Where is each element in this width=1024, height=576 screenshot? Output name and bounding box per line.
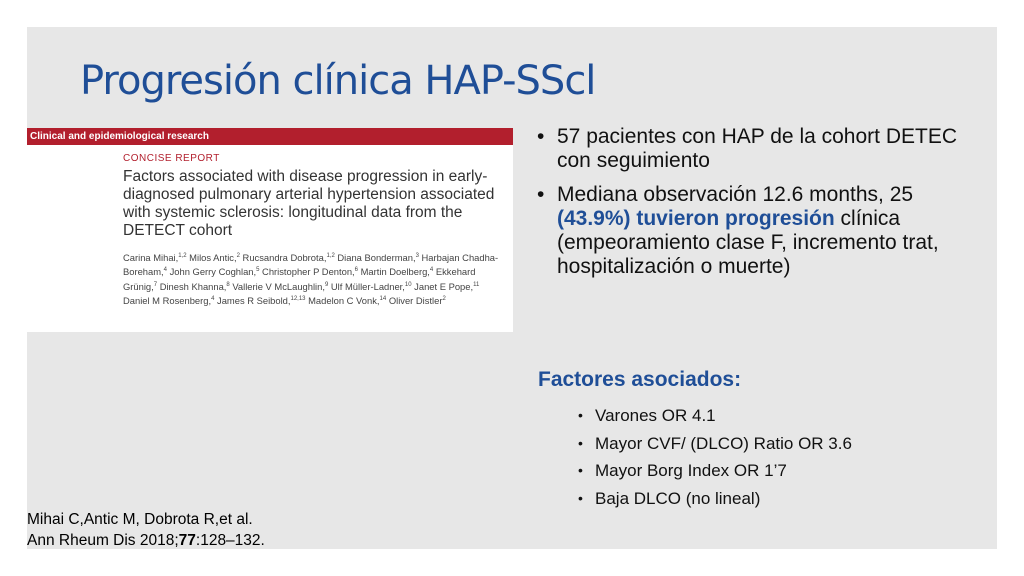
citation-journal: [27, 530, 265, 551]
bullet-observation-rest: clínica (empeoramiento clase F, incremento trat, hospitalización o muerte): [557, 207, 939, 278]
author-affiliation: 1,2: [326, 253, 335, 259]
author: Oliver Distler: [386, 295, 443, 307]
author: Janet E Pope,: [411, 280, 474, 292]
bullet-patients: • 57 pacientes con HAP de la cohort DETEC con seguimiento: [537, 125, 977, 173]
main-bullets: [537, 125, 977, 289]
author-affiliation: 12,13: [290, 295, 306, 302]
citation-volume: 77: [178, 532, 196, 549]
author: James R Seibold,: [214, 295, 291, 307]
factor-item: • Mayor CVF/ (DLCO) Ratio OR 3.6: [578, 430, 852, 458]
author-affiliation: 10: [404, 281, 412, 288]
paper-section-label: CONCISE REPORT: [123, 153, 220, 164]
author: Dinesh Khanna,: [157, 280, 227, 292]
bullet-observation-text: Mediana observación 12.6 months, 25: [557, 183, 914, 206]
author-affiliation: 14: [379, 295, 387, 302]
author-affiliation: 11: [473, 281, 480, 288]
author-affiliation: 4: [429, 267, 434, 274]
author: Milos Antic,: [186, 252, 237, 264]
author: Rucsandra Dobrota,: [239, 252, 327, 264]
author-affiliation: 3: [415, 253, 419, 259]
citation-pages: :128–132.: [195, 532, 265, 549]
author: Diana Bonderman,: [334, 252, 416, 264]
author: Christopher P Denton,: [259, 266, 355, 278]
author-affiliation: 9: [324, 281, 329, 288]
citation-authors: Mihai C,Antic M, Dobrota R,et al.: [27, 511, 253, 528]
author: Martin Doelberg,: [358, 266, 430, 278]
slide-title: Progresión clínica HAP-SScl: [80, 58, 596, 104]
author: Madelon C Vonk,: [305, 295, 380, 307]
author-affiliation: 6: [354, 267, 358, 274]
author: Vallerie V McLaughlin,: [229, 280, 325, 292]
paper-authors: [123, 250, 503, 307]
citation-journal-name: Ann Rheum Dis 2018;: [27, 532, 179, 549]
factor-item: • Varones OR 4.1: [578, 402, 852, 430]
factors-heading: Factores asociados:: [538, 368, 742, 391]
paper-excerpt-image: [27, 128, 513, 332]
progression-highlight: (43.9%) tuvieron progresión: [557, 207, 835, 230]
author-affiliation: 4: [211, 295, 215, 302]
author-affiliation: 2: [442, 295, 446, 302]
author: Ulf Müller-Ladner,: [328, 280, 405, 292]
author: Carina Mihai,: [123, 252, 179, 264]
paper-banner: Clinical and epidemiological research: [27, 128, 513, 145]
author-affiliation: 8: [226, 281, 230, 288]
paper-heading: Factors associated with disease progression in early-diagnosed pulmonary arterial hypertension associated with systemic sclerosis: longitudinal data from the DETECT cohort: [123, 168, 495, 239]
author-affiliation: 7: [153, 281, 158, 288]
author-affiliation: 5: [256, 267, 260, 274]
author-affiliation: 4: [163, 267, 167, 274]
factors-list: [578, 402, 852, 512]
citation: [27, 509, 265, 551]
factor-item: • Baja DLCO (no lineal): [578, 485, 852, 513]
bullet-observation: [537, 183, 977, 279]
author: Harbajan Chadha-Boreham,: [123, 252, 499, 278]
author: John Gerry Coghlan,: [167, 266, 257, 278]
author: Daniel M Rosenberg,: [123, 295, 212, 307]
author: Ekkehard Grünig,: [123, 266, 476, 292]
author-affiliation: 2: [236, 253, 240, 259]
author-affiliation: 1,2: [178, 253, 187, 259]
factor-item: • Mayor Borg Index OR 1’7: [578, 457, 852, 485]
